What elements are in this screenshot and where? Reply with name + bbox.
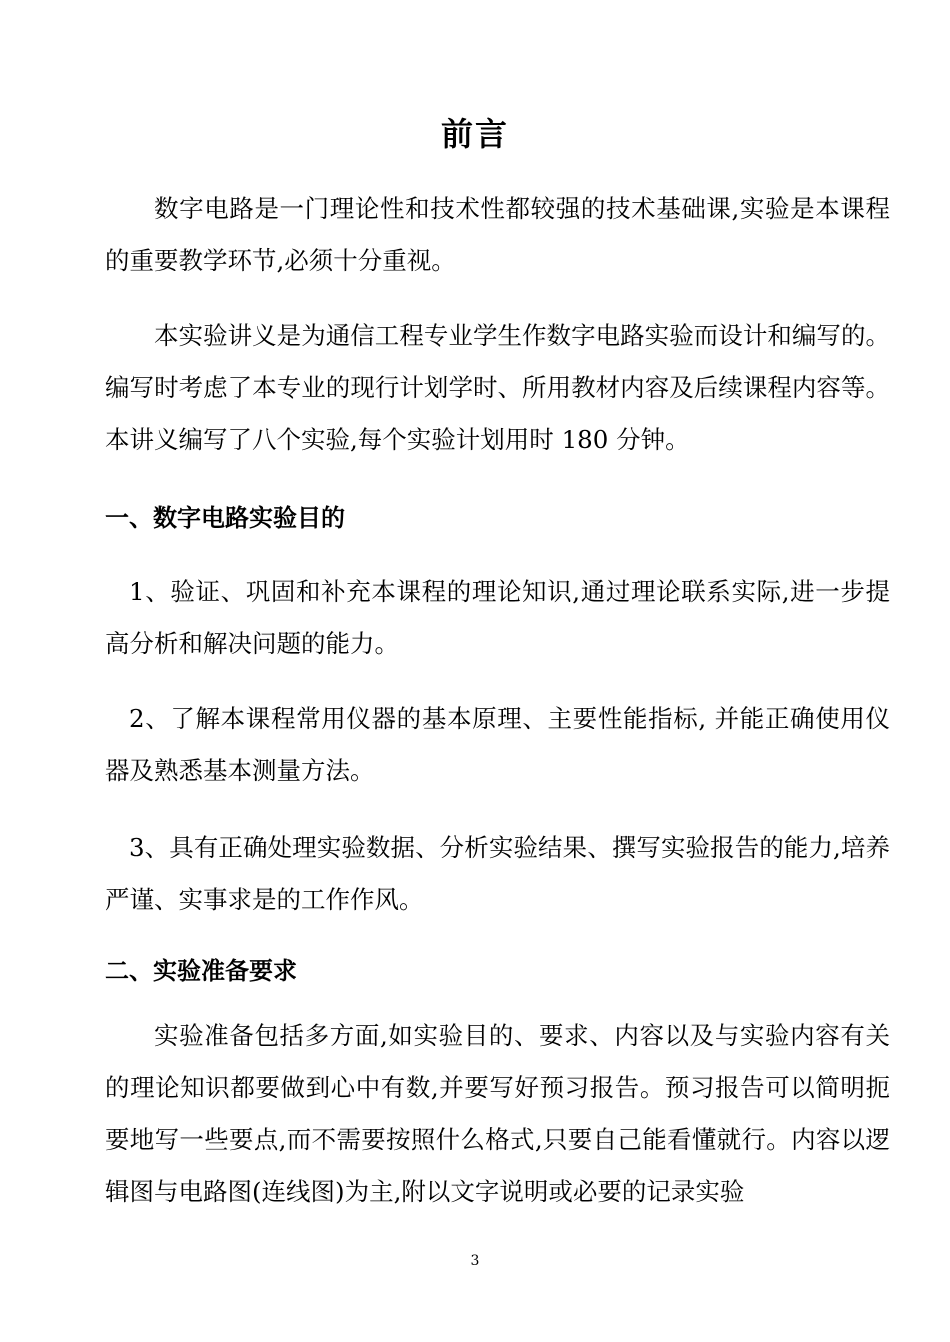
objective-item-1: 1、验证、巩固和补充本课程的理论知识,通过理论联系实际,进一步提高分析和解决问题的能力。 [105, 577, 890, 658]
section-heading-preparation: 二、实验准备要求 [105, 956, 297, 985]
intro-paragraph-1: 数字电路是一门理论性和技术性都较强的技术基础课,实验是本课程的重要教学环节,必须十分重视。 [105, 194, 890, 275]
page-number: 3 [470, 1253, 480, 1269]
preparation-paragraph: 实验准备包括多方面,如实验目的、要求、内容以及与实验内容有关的理论知识都要做到心中有数,并要写好预习报告。预习报告可以简明扼要地写一些要点,而不需要按照什么格式,只要自己能看懂就行。内容以逻辑图与电路图(连线图)为主,附以文字说明或必要的记录实验 [105, 1021, 890, 1206]
intro-paragraph-2: 本实验讲义是为通信工程专业学生作数字电路实验而设计和编写的。编写时考虑了本专业的现行计划学时、所用教材内容及后续课程内容等。本讲义编写了八个实验,每个实验计划用时 180 分钟。 [105, 321, 890, 454]
page-title: 前言 [440, 115, 509, 153]
objective-item-3: 3、具有正确处理实验数据、分析实验结果、撰写实验报告的能力,培养严谨、实事求是的工作作风。 [105, 833, 890, 914]
objective-item-2: 2、了解本课程常用仪器的基本原理、主要性能指标, 并能正确使用仪器及熟悉基本测量方法。 [105, 704, 890, 785]
section-heading-objectives: 一、数字电路实验目的 [105, 503, 345, 532]
